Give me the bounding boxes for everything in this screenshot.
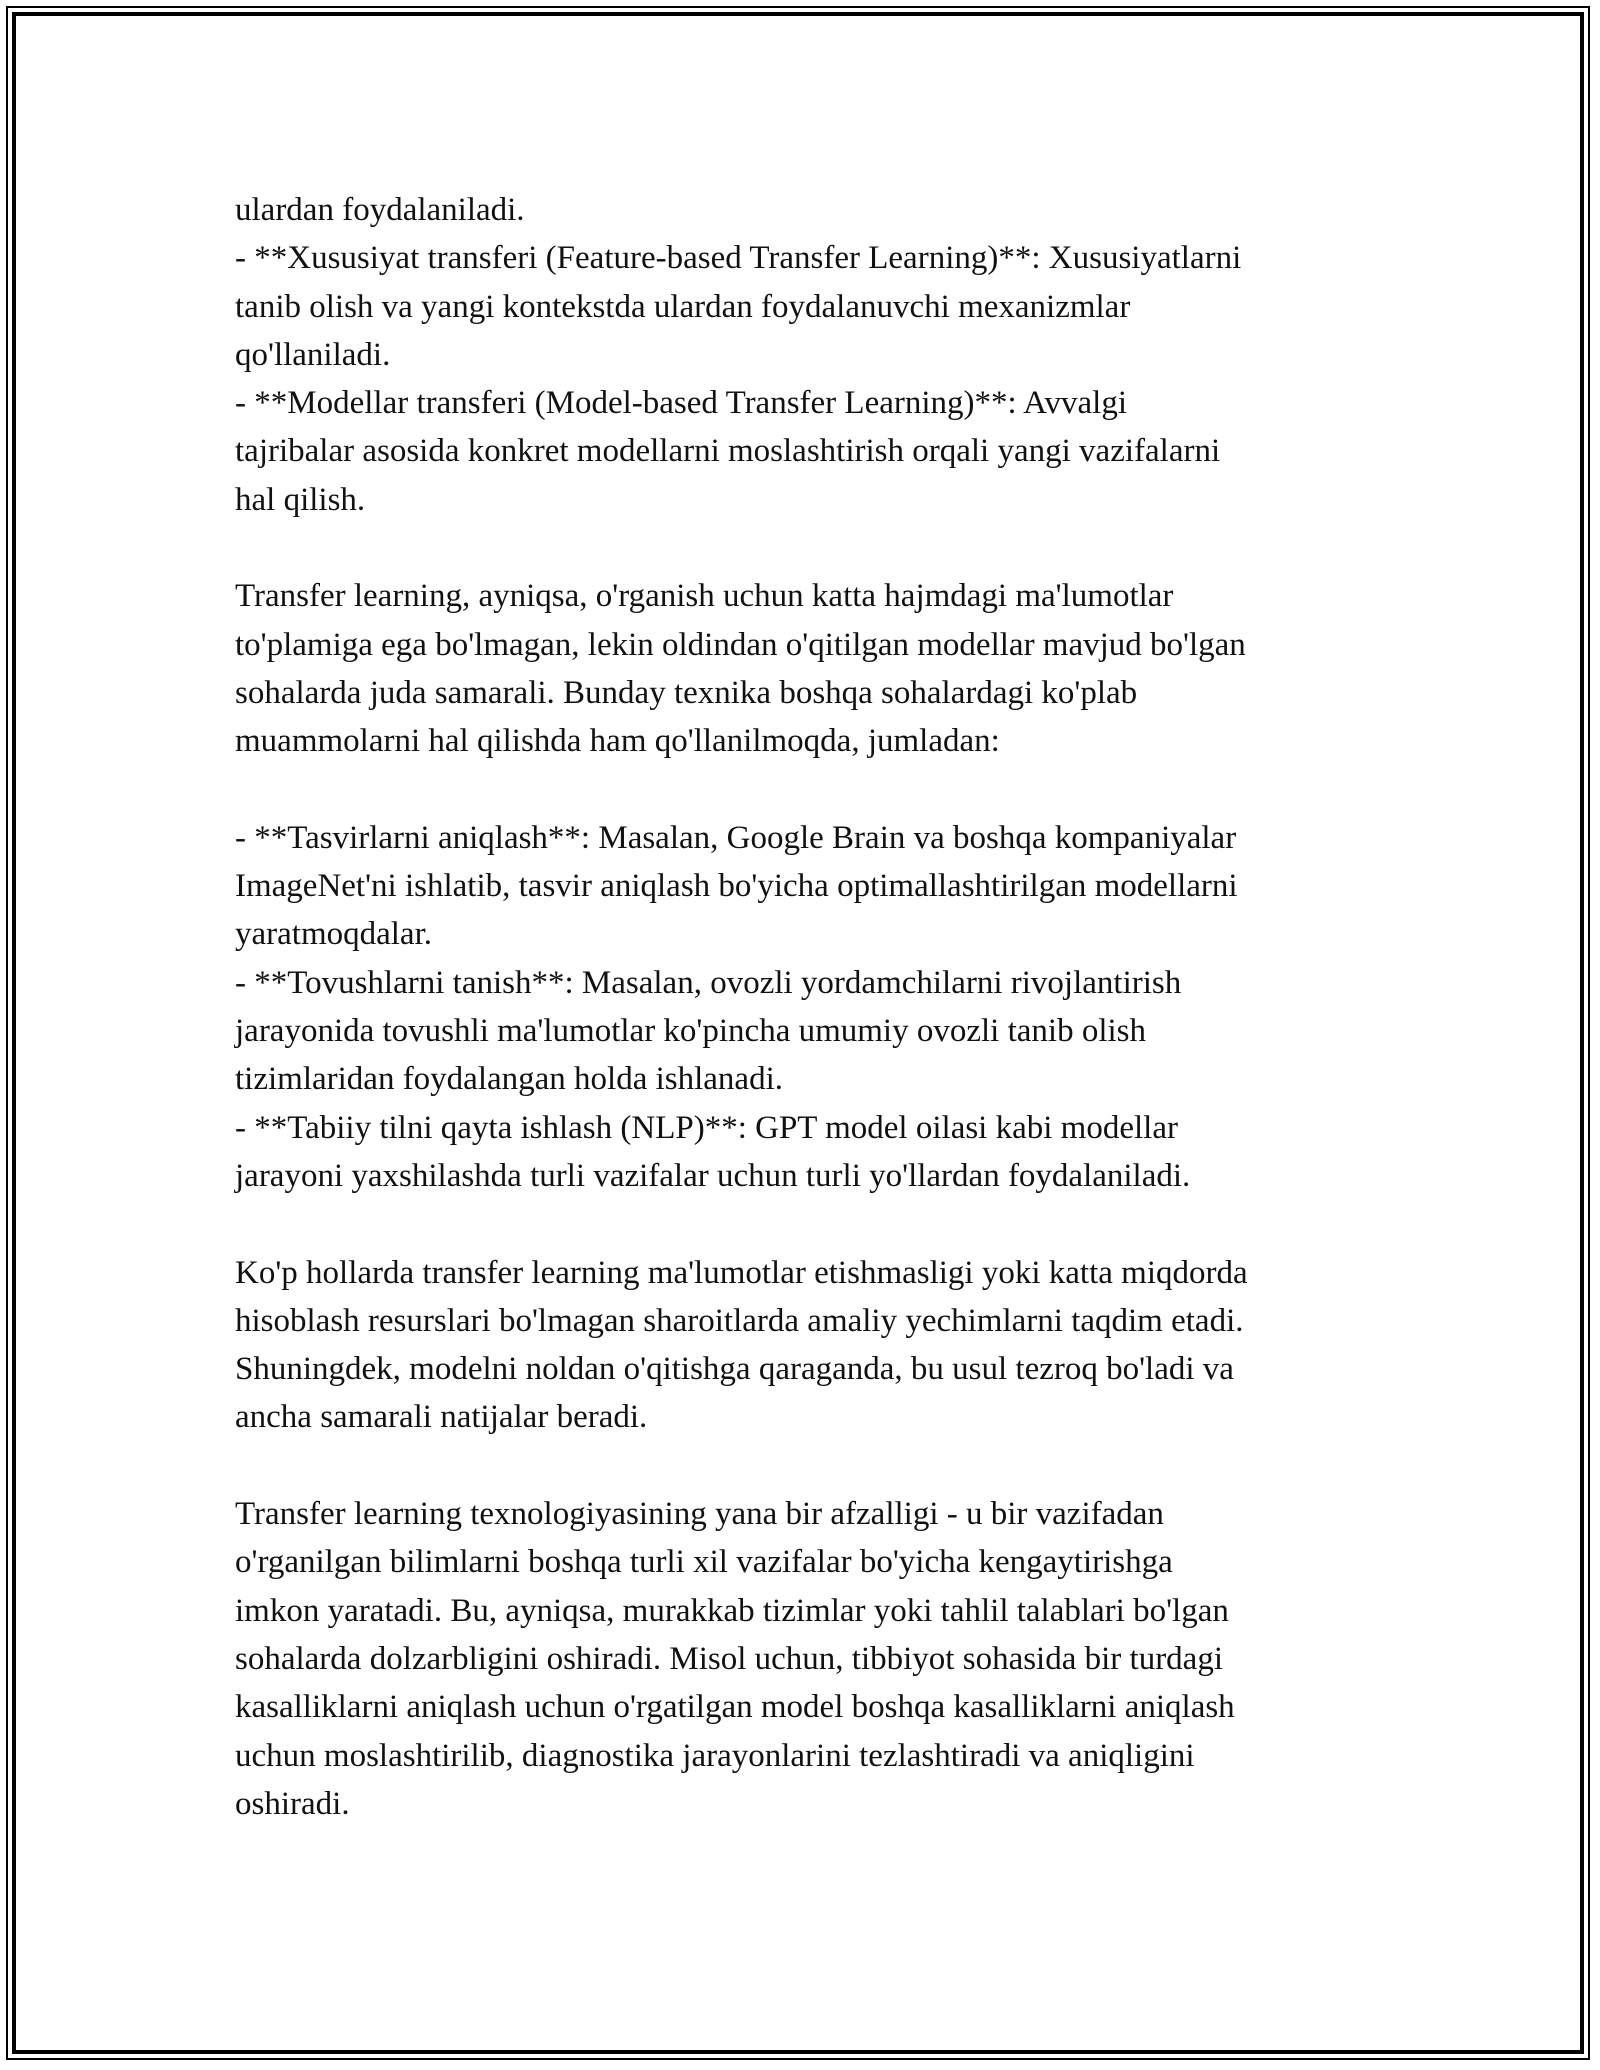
text-line: ancha samarali natijalar beradi.: [235, 1399, 648, 1436]
text-line: ulardan foydalaniladi.: [235, 192, 525, 228]
text-line: - **Xususiyat transferi (Feature-based Transfer Learning)**: Xususiyatlarni: [235, 240, 1242, 277]
text-line: Shuningdek, modelni noldan o'qitishga qaraganda, bu usul tezroq bo'ladi va: [235, 1351, 1234, 1388]
text-line: yaratmoqdalar.: [235, 916, 433, 953]
text-line: jarayonida tovushli ma'lumotlar ko'pincha umumiy ovozli tanib olish: [235, 1013, 1146, 1050]
text-line: - **Tasvirlarni aniqlash**: Masalan, Google Brain va boshqa kompaniyalar: [235, 819, 1237, 856]
text-line: tanib olish va yangi kontekstda ulardan foydalanuvchi mexanizmlar: [235, 288, 1131, 325]
text-line: imkon yaratadi. Bu, ayniqsa, murakkab tizimlar yoki tahlil talablari bo'lgan: [235, 1592, 1229, 1629]
text-line: - **Modellar transferi (Model-based Transfer Learning)**: Avvalgi: [235, 385, 1127, 422]
text-line: to'plamiga ega bo'lmagan, lekin oldindan o'qitilgan modellar mavjud bo'lgan: [235, 626, 1246, 663]
text-line: ImageNet'ni ishlatib, tasvir aniqlash bo'yicha optimallashtirilgan modellarni: [235, 868, 1238, 905]
blank-line: [235, 1442, 1405, 1490]
text-line: qo'llaniladi.: [235, 336, 391, 373]
text-line: tizimlaridan foydalangan holda ishlanadi.: [235, 1061, 783, 1098]
text-line: - **Tabiiy tilni qayta ishlash (NLP)**: GPT model oilasi kabi modellar: [235, 1109, 1178, 1146]
blank-line: [235, 1200, 1405, 1248]
text-line: sohalarda juda samarali. Bunday texnika boshqa sohalardagi ko'plab: [235, 674, 1138, 711]
text-line: Ko'p hollarda transfer learning ma'lumotlar etishmasligi yoki katta miqdorda: [235, 1254, 1248, 1291]
text-line: hal qilish.: [235, 481, 366, 518]
blank-line: [235, 766, 1405, 814]
text-line: - **Tovushlarni tanish**: Masalan, ovozli yordamchilarni rivojlantirish: [235, 964, 1182, 1001]
text-line: jarayoni yaxshilashda turli vazifalar uchun turli yo'llardan foydalaniladi.: [235, 1157, 1191, 1194]
text-line: uchun moslashtirilib, diagnostika jarayonlarini tezlashtiradi va aniqligini: [235, 1737, 1195, 1774]
text-line: Transfer learning, ayniqsa, o'rganish uchun katta hajmdagi ma'lumotlar: [235, 578, 1174, 615]
text-line: kasalliklarni aniqlash uchun o'rgatilgan model boshqa kasalliklarni aniqlash: [235, 1689, 1235, 1726]
text-line: tajribalar asosida konkret modellarni moslashtirish orqali yangi vazifalarni: [235, 433, 1221, 470]
text-line: muammolarni hal qilishda ham qo'llanilmoqda, jumladan:: [235, 723, 1000, 760]
text-line: sohalarda dolzarbligini oshiradi. Misol uchun, tibbiyot sohasida bir turdagi: [235, 1640, 1224, 1677]
document-body: [235, 186, 1405, 1828]
text-line: Transfer learning texnologiyasining yana bir afzalligi - u bir vazifadan: [235, 1496, 1164, 1533]
blank-line: [235, 524, 1405, 572]
text-line: oshiradi.: [235, 1785, 350, 1822]
text-line: o'rganilgan bilimlarni boshqa turli xil vazifalar bo'yicha kengaytirishga: [235, 1544, 1173, 1581]
text-line: hisoblash resurslari bo'lmagan sharoitlarda amaliy yechimlarni taqdim etadi.: [235, 1302, 1244, 1339]
